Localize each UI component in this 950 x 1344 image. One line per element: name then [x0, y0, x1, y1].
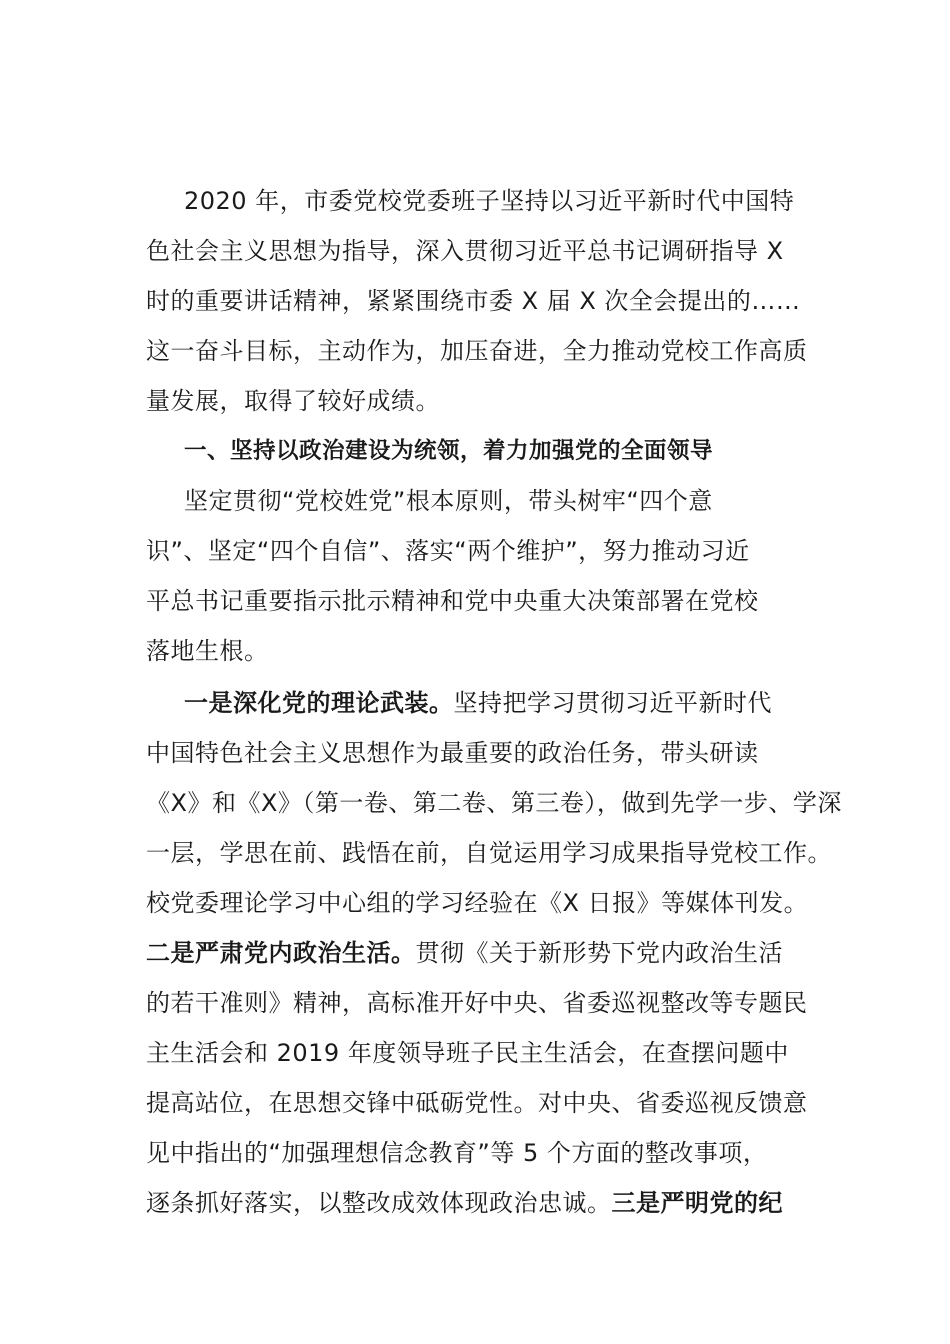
point-2-line-1: [146, 930, 826, 980]
point-2-text-start: 贯彻《关于新形势下党内政治生活: [415, 939, 783, 967]
section-1-line-1: 坚定贯彻“党校姓党”根本原则，带头树牢“四个意: [184, 487, 713, 515]
point-1-line-2: 中国特色社会主义思想作为最重要的政治任务，带头研读: [146, 739, 759, 767]
point-1-title: 一是深化党的理论武装。: [184, 689, 454, 717]
intro-line-5: 量发展，取得了较好成绩。: [146, 387, 440, 415]
point-2-line-4: 提高站位，在思想交锋中砥砺党性。对中央、省委巡视反馈意: [146, 1089, 808, 1117]
point-1-text-start: 坚持把学习贯彻习近平新时代: [453, 689, 772, 717]
point-1-line-5: 校党委理论学习中心组的学习经验在《X 日报》等媒体刊发。: [146, 889, 809, 917]
point-2-line-5: 见中指出的“加强理想信念教育”等 5 个方面的整改事项，: [146, 1139, 768, 1167]
point-1-line-3: 《X》和《X》（第一卷、第二卷、第三卷），做到先学一步、学深: [146, 789, 842, 817]
section-1-line-4: 落地生根。: [146, 637, 269, 665]
intro-line-2: 色社会主义思想为指导，深入贯彻习近平总书记调研指导 X: [146, 237, 784, 265]
point-1-line-4: 一层，学思在前、践悟在前，自觉运用学习成果指导党校工作。: [146, 839, 832, 867]
section-1-line-3: 平总书记重要指示批示精神和党中央重大决策部署在党校: [146, 587, 759, 615]
point-1-line-1: [146, 680, 826, 730]
point-2-line-3: 主生活会和 2019 年度领导班子民主生活会，在查摆问题中: [146, 1039, 789, 1067]
point-2-title: 二是严肃党内政治生活。: [146, 939, 416, 967]
point-2-line-6: [146, 1180, 826, 1230]
section-1-heading: 一、坚持以政治建设为统领，着力加强党的全面领导: [184, 438, 714, 464]
point-2-text-end: 逐条抓好落实，以整改成效体现政治忠诚。: [146, 1189, 612, 1217]
point-3-title-start: 三是严明党的纪: [611, 1189, 783, 1217]
point-2-line-2: 的若干准则》精神，高标准开好中央、省委巡视整改等专题民: [146, 989, 808, 1017]
intro-line-3: 时的重要讲话精神，紧紧围绕市委 X 届 X 次全会提出的……: [146, 287, 801, 315]
document-page: [146, 178, 842, 1230]
section-1-line-2: 识”、坚定“四个自信”、落实“两个维护”，努力推动习近: [146, 537, 750, 565]
intro-line-1: 2020 年，市委党校党委班子坚持以习近平新时代中国特: [184, 187, 795, 215]
intro-line-4: 这一奋斗目标，主动作为，加压奋进，全力推动党校工作高质: [146, 337, 808, 365]
